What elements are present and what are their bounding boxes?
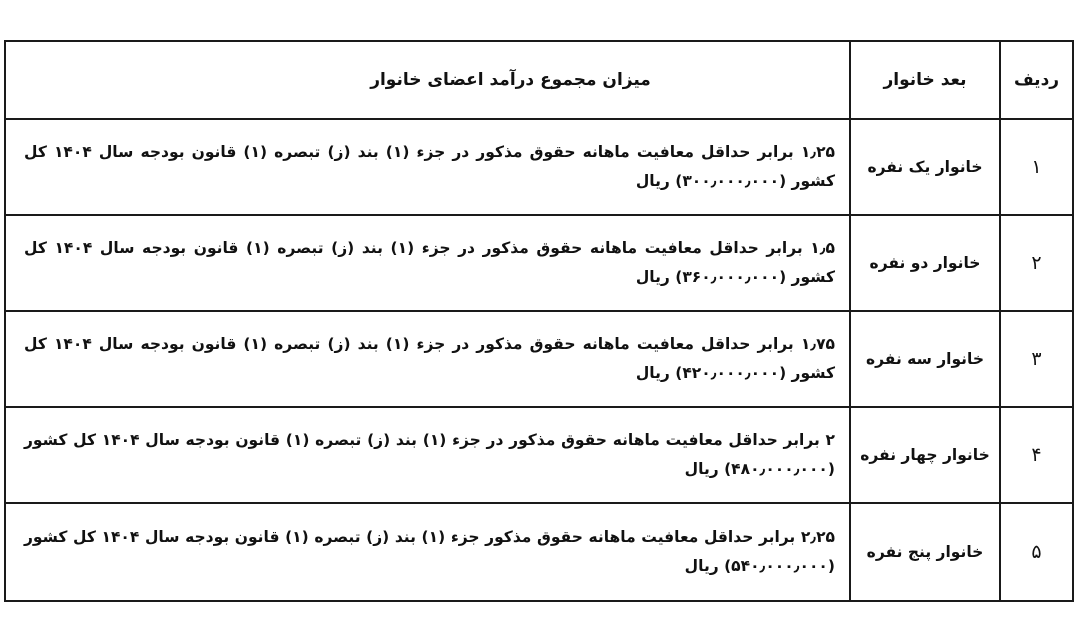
header-family-size-label: بعد خانوار <box>883 70 967 90</box>
family-size: خانوار یک نفره <box>867 158 983 176</box>
row-number-cell <box>999 504 1072 600</box>
table-row <box>6 504 1072 600</box>
income-description: ۱٫۷۵ برابر حداقل معافیت ماهانه حقوق مذکور در جزء (۱) بند (ز) تبصره (۱) قانون بودجه سال ۱۴۰۴ کل کشور (۴۲۰٫۰۰۰٫۰۰۰) ریال <box>24 335 835 382</box>
family-size: خانوار چهار نفره <box>860 446 990 464</box>
income-cell <box>6 312 849 406</box>
family-size-cell <box>849 504 999 600</box>
income-cell <box>6 504 849 600</box>
header-income <box>6 42 849 118</box>
table-row <box>6 408 1072 504</box>
table-row <box>6 312 1072 408</box>
family-size-cell <box>849 216 999 310</box>
family-size: خانوار سه نفره <box>866 350 984 368</box>
income-description: ۱٫۲۵ برابر حداقل معافیت ماهانه حقوق مذکور در جزء (۱) بند (ز) تبصره (۱) قانون بودجه سال ۱۴۰۴ کل کشور (۳۰۰٫۰۰۰٫۰۰۰) ریال <box>24 143 835 190</box>
family-size-cell <box>849 312 999 406</box>
row-number: ۳ <box>1031 348 1042 370</box>
family-size-cell <box>849 408 999 502</box>
row-number-cell <box>999 120 1072 214</box>
row-number-cell <box>999 312 1072 406</box>
header-row-number-label: ردیف <box>1013 70 1060 90</box>
table-row <box>6 216 1072 312</box>
row-number: ۲ <box>1031 252 1042 274</box>
row-number: ۴ <box>1031 444 1042 466</box>
row-number: ۱ <box>1031 156 1042 178</box>
row-number-cell <box>999 216 1072 310</box>
row-number: ۵ <box>1031 541 1042 563</box>
header-income-label: میزان مجموع درآمد اعضای خانوار <box>370 70 651 90</box>
table-header-row <box>6 42 1072 120</box>
table-row <box>6 120 1072 216</box>
family-size: خانوار پنج نفره <box>866 543 984 561</box>
income-cell <box>6 120 849 214</box>
income-description: ۲٫۲۵ برابر حداقل معافیت ماهانه حقوق مذکور جزء (۱) بند (ز) تبصره (۱) قانون بودجه سال ۱۴۰۴ کل کشور (۵۴۰٫۰۰۰٫۰۰۰) ریال <box>24 528 835 575</box>
row-number-cell <box>999 408 1072 502</box>
income-table <box>4 40 1074 602</box>
income-description: ۲ برابر حداقل معافیت ماهانه حقوق مذکور در جزء (۱) بند (ز) تبصره (۱) قانون بودجه سال ۱۴۰۴ کل کشور (۴۸۰٫۰۰۰٫۰۰۰) ریال <box>24 431 835 478</box>
header-row-number <box>999 42 1072 118</box>
income-cell <box>6 408 849 502</box>
header-family-size <box>849 42 999 118</box>
income-description: ۱٫۵ برابر حداقل معافیت ماهانه حقوق مذکور در جزء (۱) بند (ز) تبصره (۱) قانون بودجه سال ۱۴۰۴ کل کشور (۳۶۰٫۰۰۰٫۰۰۰) ریال <box>24 239 835 286</box>
family-size: خانوار دو نفره <box>869 254 981 272</box>
income-cell <box>6 216 849 310</box>
family-size-cell <box>849 120 999 214</box>
